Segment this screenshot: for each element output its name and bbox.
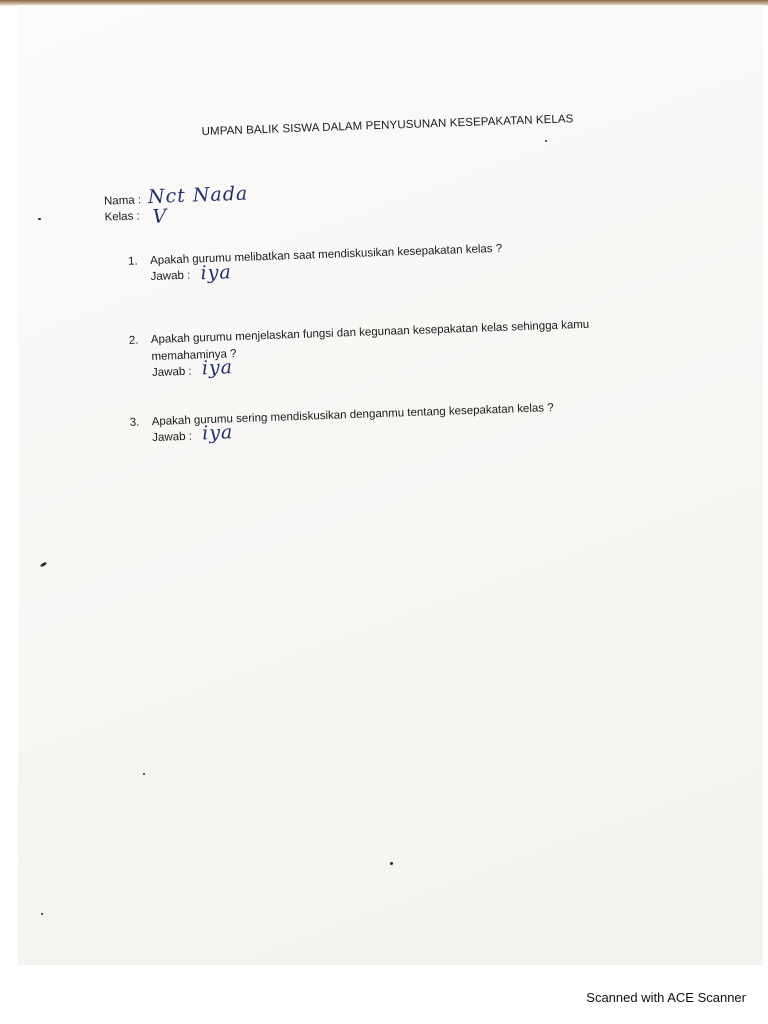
- nama-handwritten-value: Nct Nada: [147, 182, 249, 209]
- question-1-handwritten-answer: iya: [200, 261, 233, 285]
- kelas-label: Kelas :: [104, 210, 140, 224]
- question-3-answer-label: Jawab :: [152, 430, 193, 445]
- ink-speck: [38, 218, 41, 220]
- question-2-handwritten-answer: iya: [201, 356, 234, 380]
- question-3-number: 3.: [129, 416, 140, 429]
- nama-label: Nama :: [103, 194, 142, 208]
- question-2-text-line2: memahaminya ?: [151, 348, 237, 364]
- ink-speck: [390, 862, 393, 865]
- document-title: UMPAN BALIK SISWA DALAM PENYUSUNAN KESEPAKATAN KELAS: [201, 113, 574, 139]
- ink-speck: [143, 773, 145, 775]
- question-1-answer-label: Jawab :: [150, 269, 191, 284]
- ink-speck: [545, 140, 547, 142]
- question-2-text-line1: Apakah gurumu menjelaskan fungsi dan kegunaan kesepakatan kelas sehingga kamu: [150, 318, 590, 347]
- question-1-text: Apakah gurumu melibatkan saat mendiskusikan kesepakatan kelas ?: [149, 242, 503, 268]
- scanner-watermark: Scanned with ACE Scanner: [586, 990, 746, 1005]
- question-3-handwritten-answer: iya: [201, 421, 234, 445]
- kelas-handwritten-value: V: [152, 205, 168, 228]
- ink-speck: [41, 913, 43, 915]
- question-3-text: Apakah gurumu sering mendiskusikan denganmu tentang kesepakatan kelas ?: [151, 402, 554, 429]
- question-2-number: 2.: [128, 334, 139, 347]
- question-1-number: 1.: [127, 255, 138, 268]
- question-2-answer-label: Jawab :: [151, 365, 192, 380]
